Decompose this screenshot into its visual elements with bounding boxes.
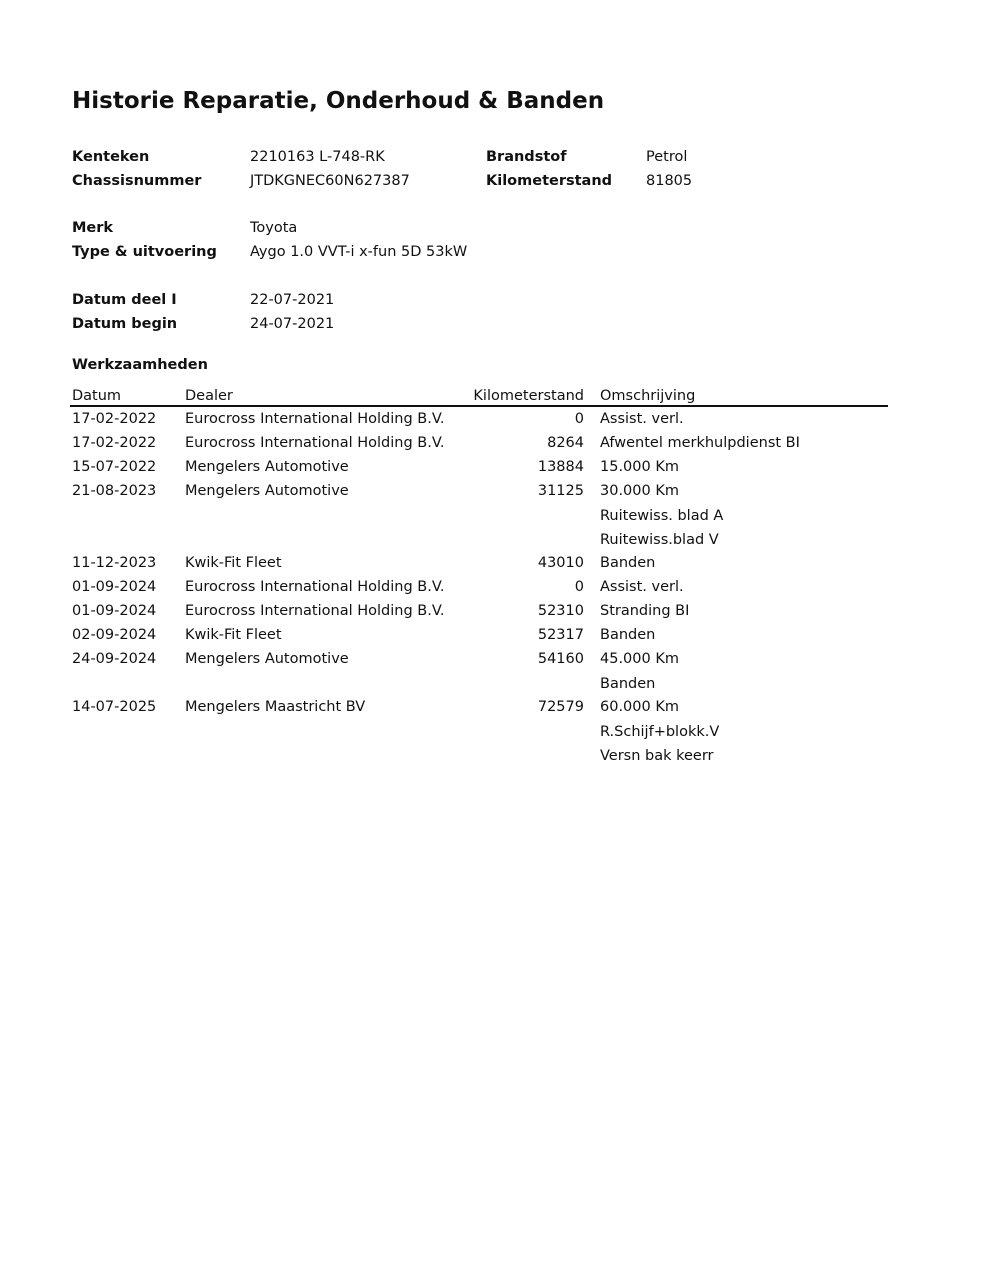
cell-omschrijving: Afwentel merkhulpdienst BI bbox=[600, 435, 800, 451]
table-row bbox=[70, 455, 888, 479]
table-row bbox=[70, 406, 888, 431]
table-row bbox=[70, 599, 888, 623]
datum-deel-label: Datum deel I bbox=[72, 292, 177, 308]
table-body bbox=[70, 406, 888, 767]
cell-km: 52310 bbox=[537, 603, 584, 619]
cell-datum: 02-09-2024 bbox=[72, 627, 157, 643]
brandstof-label: Brandstof bbox=[486, 149, 567, 165]
cell-dealer: Kwik-Fit Fleet bbox=[185, 627, 282, 643]
cell-dealer: Eurocross International Holding B.V. bbox=[185, 411, 445, 427]
datum-begin-value: 24-07-2021 bbox=[250, 316, 335, 332]
merk-label: Merk bbox=[72, 220, 114, 236]
cell-omschrijving: Stranding BI bbox=[600, 603, 690, 619]
cell-km bbox=[453, 527, 598, 551]
cell-datum: 14-07-2025 bbox=[72, 699, 157, 715]
header-omschrijving: Omschrijving bbox=[598, 385, 888, 406]
kilometerstand-label: Kilometerstand bbox=[486, 173, 613, 189]
cell-omschrijving: 60.000 Km bbox=[600, 699, 679, 715]
werkzaamheden-title: Werkzaamheden bbox=[72, 357, 208, 373]
table-row bbox=[70, 695, 888, 719]
table-row bbox=[70, 647, 888, 671]
cell-km bbox=[453, 671, 598, 695]
table-row bbox=[70, 551, 888, 575]
brandstof-value: Petrol bbox=[646, 149, 688, 165]
cell-dealer: Mengelers Automotive bbox=[185, 459, 349, 475]
datum-deel-value: 22-07-2021 bbox=[250, 292, 335, 308]
cell-dealer bbox=[183, 719, 453, 743]
cell-dealer: Mengelers Automotive bbox=[185, 651, 349, 667]
cell-omschrijving: Assist. verl. bbox=[600, 411, 684, 427]
cell-km: 43010 bbox=[537, 555, 584, 571]
cell-datum bbox=[70, 719, 183, 743]
cell-omschrijving: Ruitewiss. blad A bbox=[600, 508, 724, 524]
cell-dealer bbox=[183, 743, 453, 767]
cell-omschrijving: Banden bbox=[600, 676, 656, 692]
cell-dealer: Mengelers Automotive bbox=[185, 483, 349, 499]
cell-datum: 01-09-2024 bbox=[72, 579, 157, 595]
table-row bbox=[70, 503, 888, 527]
werkzaamheden-table bbox=[70, 385, 888, 767]
cell-dealer bbox=[183, 503, 453, 527]
cell-km bbox=[453, 719, 598, 743]
type-label: Type & uitvoering bbox=[72, 244, 217, 260]
table-row bbox=[70, 719, 888, 743]
cell-datum: 01-09-2024 bbox=[72, 603, 157, 619]
cell-dealer bbox=[183, 671, 453, 695]
header-dealer: Dealer bbox=[183, 385, 453, 406]
chassis-label: Chassisnummer bbox=[72, 173, 202, 189]
cell-datum bbox=[70, 503, 183, 527]
cell-omschrijving: 45.000 Km bbox=[600, 651, 679, 667]
cell-omschrijving: 30.000 Km bbox=[600, 483, 679, 499]
cell-km: 13884 bbox=[537, 459, 584, 475]
cell-datum: 17-02-2022 bbox=[72, 435, 157, 451]
cell-km: 54160 bbox=[537, 651, 584, 667]
cell-dealer: Mengelers Maastricht BV bbox=[185, 699, 366, 715]
type-value: Aygo 1.0 VVT-i x-fun 5D 53kW bbox=[250, 244, 468, 260]
table-row bbox=[70, 575, 888, 599]
table-row bbox=[70, 431, 888, 455]
datum-begin-label: Datum begin bbox=[72, 316, 178, 332]
cell-omschrijving: Versn bak keerr bbox=[600, 748, 714, 764]
cell-dealer: Kwik-Fit Fleet bbox=[185, 555, 282, 571]
cell-datum: 17-02-2022 bbox=[72, 411, 157, 427]
cell-km: 0 bbox=[574, 579, 584, 595]
cell-dealer: Eurocross International Holding B.V. bbox=[185, 435, 445, 451]
table-row bbox=[70, 527, 888, 551]
table-row bbox=[70, 623, 888, 647]
cell-datum: 11-12-2023 bbox=[72, 555, 157, 571]
header-kilometerstand: Kilometerstand bbox=[453, 385, 598, 406]
kenteken-label: Kenteken bbox=[72, 149, 150, 165]
cell-omschrijving: R.Schijf+blokk.V bbox=[600, 724, 720, 740]
cell-omschrijving: Assist. verl. bbox=[600, 579, 684, 595]
kilometerstand-value: 81805 bbox=[646, 173, 693, 189]
cell-omschrijving: 15.000 Km bbox=[600, 459, 679, 475]
table-header-row bbox=[70, 385, 888, 406]
cell-km bbox=[453, 503, 598, 527]
cell-km: 0 bbox=[574, 411, 584, 427]
cell-km bbox=[453, 743, 598, 767]
cell-km: 8264 bbox=[547, 435, 584, 451]
cell-dealer bbox=[183, 527, 453, 551]
cell-km: 31125 bbox=[537, 483, 584, 499]
chassis-value: JTDKGNEC60N627387 bbox=[250, 173, 410, 189]
cell-datum bbox=[70, 743, 183, 767]
page-title: Historie Reparatie, Onderhoud & Banden bbox=[72, 88, 605, 114]
cell-km: 72579 bbox=[537, 699, 584, 715]
cell-datum bbox=[70, 671, 183, 695]
cell-dealer: Eurocross International Holding B.V. bbox=[185, 603, 445, 619]
cell-datum: 21-08-2023 bbox=[72, 483, 157, 499]
kenteken-value: 2210163 L-748-RK bbox=[250, 149, 385, 165]
header-datum: Datum bbox=[70, 385, 183, 406]
cell-omschrijving: Banden bbox=[600, 555, 656, 571]
table-row bbox=[70, 479, 888, 503]
merk-value: Toyota bbox=[250, 220, 298, 236]
table-row bbox=[70, 671, 888, 695]
cell-km: 52317 bbox=[537, 627, 584, 643]
cell-datum bbox=[70, 527, 183, 551]
cell-omschrijving: Banden bbox=[600, 627, 656, 643]
cell-dealer: Eurocross International Holding B.V. bbox=[185, 579, 445, 595]
table-row bbox=[70, 743, 888, 767]
cell-omschrijving: Ruitewiss.blad V bbox=[600, 532, 719, 548]
cell-datum: 15-07-2022 bbox=[72, 459, 157, 475]
cell-datum: 24-09-2024 bbox=[72, 651, 157, 667]
